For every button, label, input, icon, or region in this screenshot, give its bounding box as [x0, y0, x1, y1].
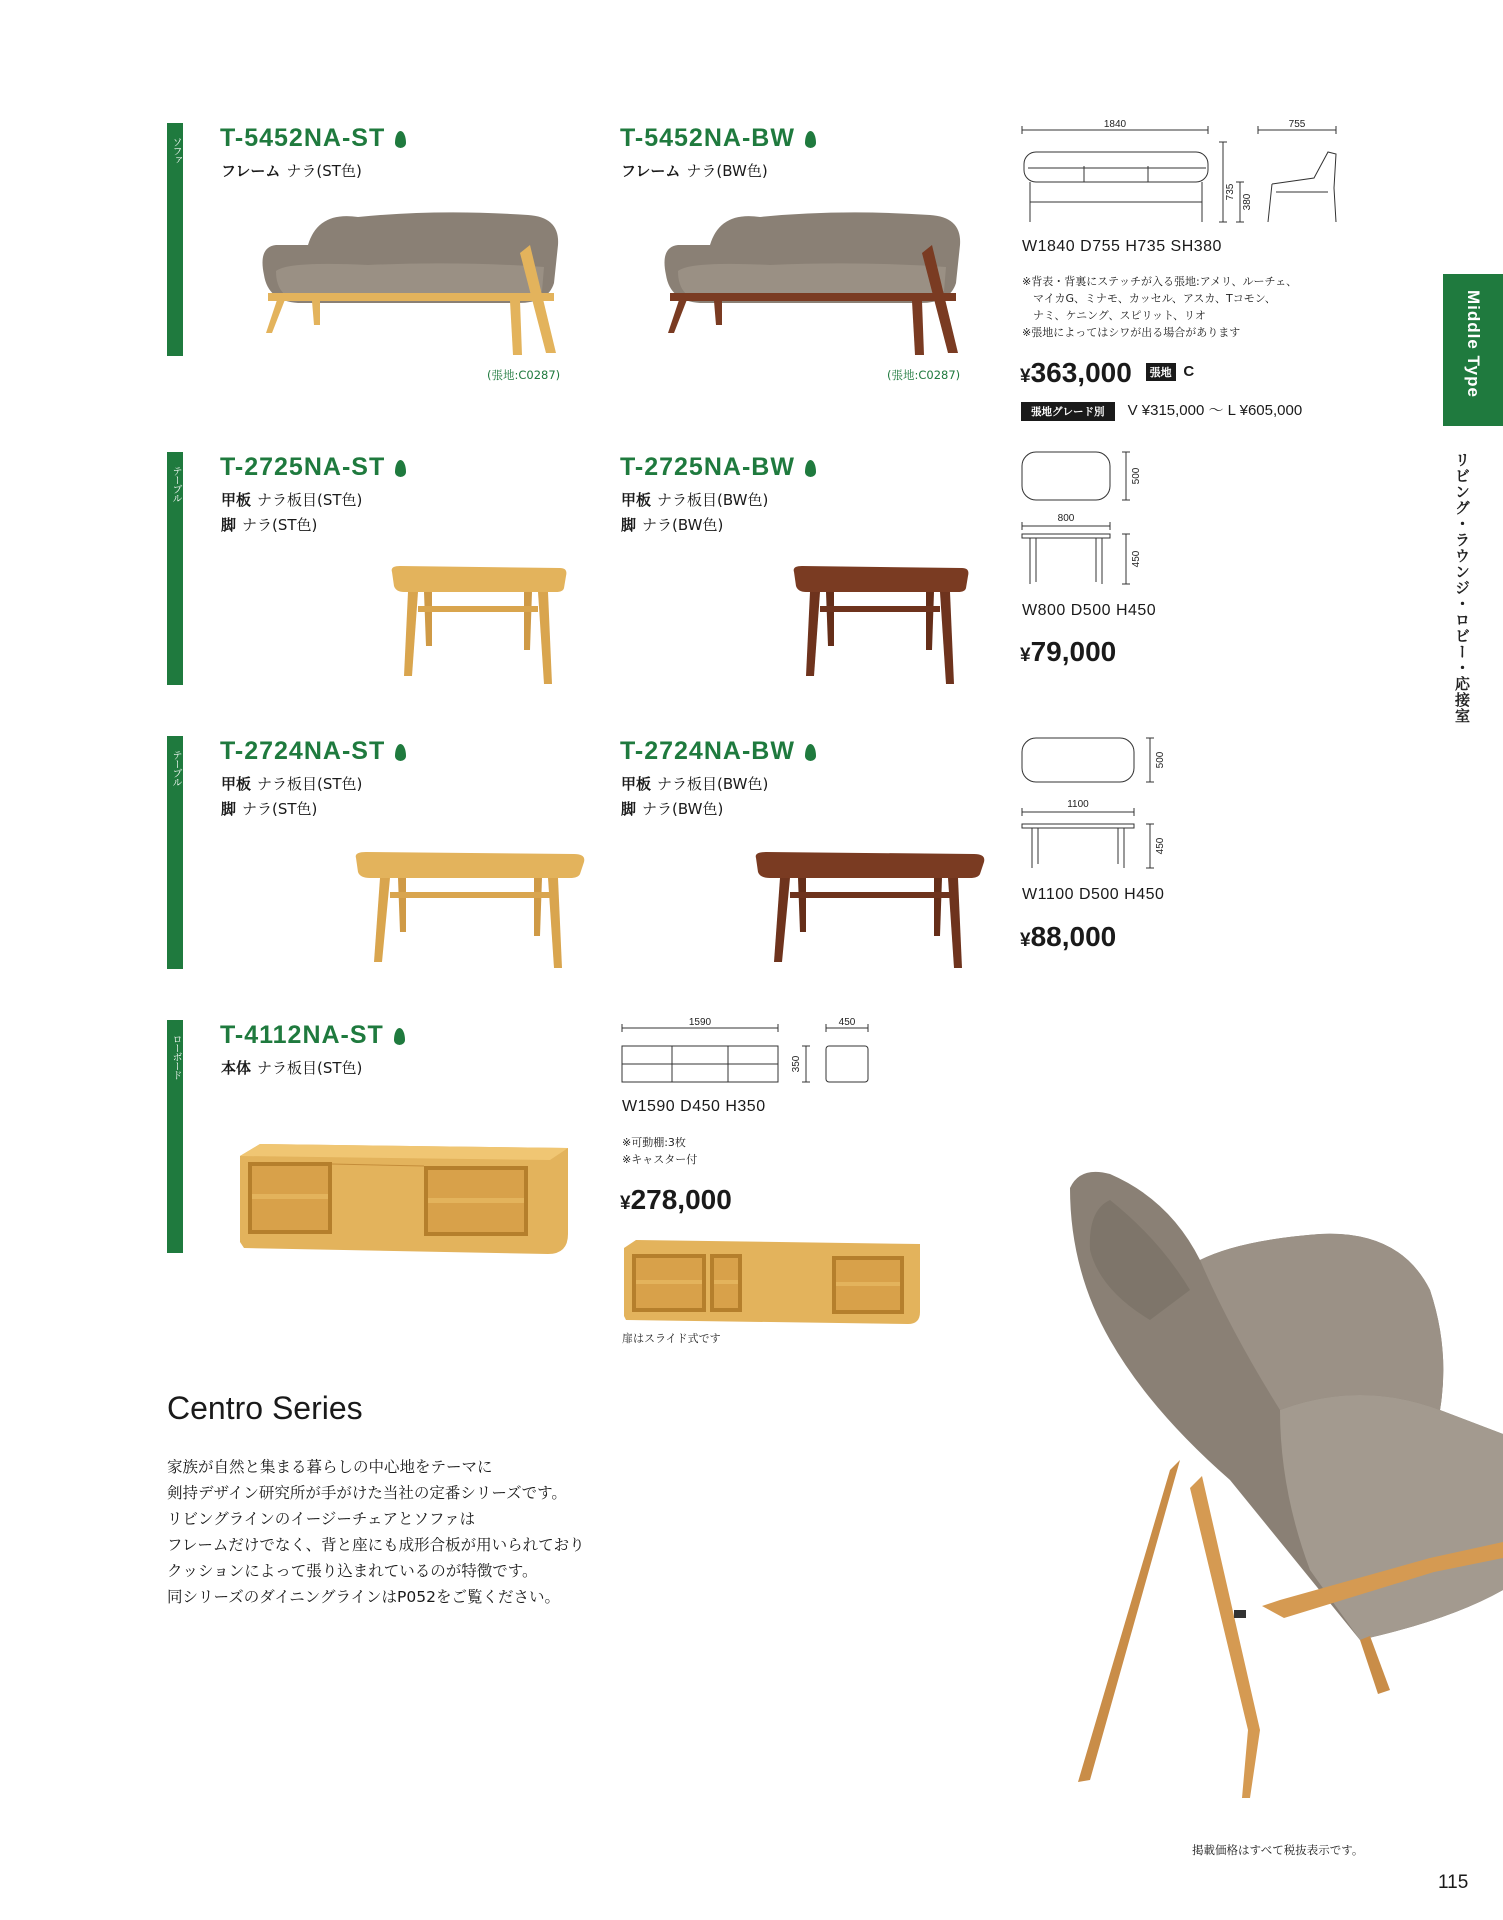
product-spec: 本体 ナラ板目(ST色)	[221, 1059, 363, 1077]
product-spec: フレーム ナラ(ST色)	[221, 162, 362, 180]
series-title: Centro Series	[167, 1390, 363, 1426]
section-bar-board	[167, 1020, 183, 1253]
side-tab	[1443, 274, 1503, 426]
fabric-grade: C	[1183, 363, 1195, 380]
table-st-image	[388, 566, 570, 686]
sofa-dimension-drawing	[1018, 118, 1348, 228]
easy-chair-photo	[1030, 1170, 1503, 1810]
dim-height: 450	[1131, 550, 1142, 568]
product-model: T-5452NA-BW	[620, 124, 816, 153]
table-bw-image	[790, 566, 972, 686]
dim-width: 1840	[1103, 119, 1127, 130]
product-dimensions: W1100 D500 H450	[1022, 886, 1165, 903]
dim-depth: 450	[838, 1017, 856, 1028]
leaf-icon	[805, 744, 816, 761]
table-bw-image	[752, 852, 988, 970]
leaf-icon	[394, 1028, 405, 1045]
sofa-st-image	[258, 205, 570, 360]
grade-row	[1021, 399, 1302, 421]
leaf-icon	[395, 460, 406, 477]
section-bar-table-1	[167, 452, 183, 685]
side-tab-label: Middle Type	[1464, 290, 1483, 398]
low-board-image	[238, 1142, 572, 1258]
product-price: ¥79,000	[1020, 636, 1117, 667]
series-description: 家族が自然と集まる暮らしの中心地をテーマに 剣持デザイン研究所が手がけた当社の定番シリーズです。 リビングラインのイージーチェアとソファは フレームだけでなく、背と座にも成形合板が用いられており クッションによって張り込まれているのが特徴です。 同シリーズのダイニングラインはP052をご覧ください。	[167, 1458, 585, 1606]
product-dimensions: W800 D500 H450	[1022, 602, 1157, 619]
dim-width: 1100	[1067, 799, 1089, 810]
product-spec: フレーム ナラ(BW色)	[621, 162, 768, 180]
product-model: T-2725NA-ST	[220, 453, 406, 482]
fabric-caption: (張地:C0287)	[487, 368, 561, 382]
fabric-caption: (張地:C0287)	[887, 368, 961, 382]
section-label: テーブル	[170, 466, 181, 502]
side-category: リビング・ラウンジ・ロビー・応接室	[1453, 452, 1471, 724]
tax-note: 掲載価格はすべて税抜表示です。	[1192, 1843, 1364, 1857]
dim-depth: 755	[1288, 119, 1306, 130]
dim-height: 350	[791, 1055, 802, 1073]
board-dimension-drawing	[618, 1016, 878, 1096]
page-number: 115	[1438, 1872, 1469, 1893]
product-notes: ※可動棚:3枚 ※キャスター付	[622, 1136, 698, 1166]
section-label: テーブル	[170, 750, 181, 786]
table-st-image	[352, 852, 588, 970]
product-spec: 甲板 ナラ板目(BW色) 脚 ナラ(BW色)	[621, 775, 769, 818]
dim-depth: 500	[1155, 751, 1166, 769]
section-label: ローボード	[170, 1034, 181, 1079]
leaf-icon	[805, 460, 816, 477]
dim-depth: 500	[1131, 467, 1142, 485]
low-board-open-image	[622, 1238, 922, 1328]
sofa-bw-image	[660, 205, 972, 360]
dim-seat: 380	[1242, 193, 1253, 211]
product-dimensions: W1590 D450 H350	[622, 1098, 766, 1115]
image-caption: 扉はスライド式です	[622, 1332, 721, 1345]
product-spec: 甲板 ナラ板目(ST色) 脚 ナラ(ST色)	[221, 775, 363, 818]
leaf-icon	[395, 744, 406, 761]
product-notes: ※背表・背裏にステッチが入る張地:アメリ、ルーチェ、 マイカG、ミナモ、カッセル、アスカ、Tコモン、 ナミ、ケニング、スピリット、リオ ※張地によってはシワが出る場合があります	[1022, 275, 1298, 339]
product-price: ¥88,000	[1020, 921, 1117, 952]
section-label: ソファ	[170, 137, 181, 164]
dim-height: 735	[1225, 183, 1236, 201]
product-model: T-4112NA-ST	[220, 1021, 405, 1050]
product-spec: 甲板 ナラ板目(ST色) 脚 ナラ(ST色)	[221, 491, 363, 534]
product-model: T-2724NA-ST	[220, 737, 406, 766]
leaf-icon	[395, 131, 406, 148]
section-bar-sofa	[167, 123, 183, 356]
product-dimensions: W1840 D755 H735 SH380	[1022, 238, 1222, 255]
grade-badge: 張地グレード別	[1021, 402, 1115, 421]
fabric-badge: 張地	[1146, 363, 1176, 381]
product-model: T-5452NA-ST	[220, 124, 406, 153]
section-bar-table-2	[167, 736, 183, 969]
dim-width: 800	[1057, 513, 1075, 524]
dim-height: 450	[1155, 837, 1166, 855]
product-model: T-2725NA-BW	[620, 453, 816, 482]
product-spec: 甲板 ナラ板目(BW色) 脚 ナラ(BW色)	[621, 491, 769, 534]
table1-dimension-drawing	[1018, 448, 1148, 588]
dim-width: 1590	[688, 1017, 712, 1028]
product-model: T-2724NA-BW	[620, 737, 816, 766]
product-price: ¥278,000	[620, 1184, 732, 1215]
leaf-icon	[805, 131, 816, 148]
grade-range: V ¥315,000 〜 L ¥605,000	[1127, 402, 1303, 419]
table2-dimension-drawing	[1018, 732, 1168, 872]
product-price: ¥363,000 張地 $^C$	[1020, 357, 1195, 388]
